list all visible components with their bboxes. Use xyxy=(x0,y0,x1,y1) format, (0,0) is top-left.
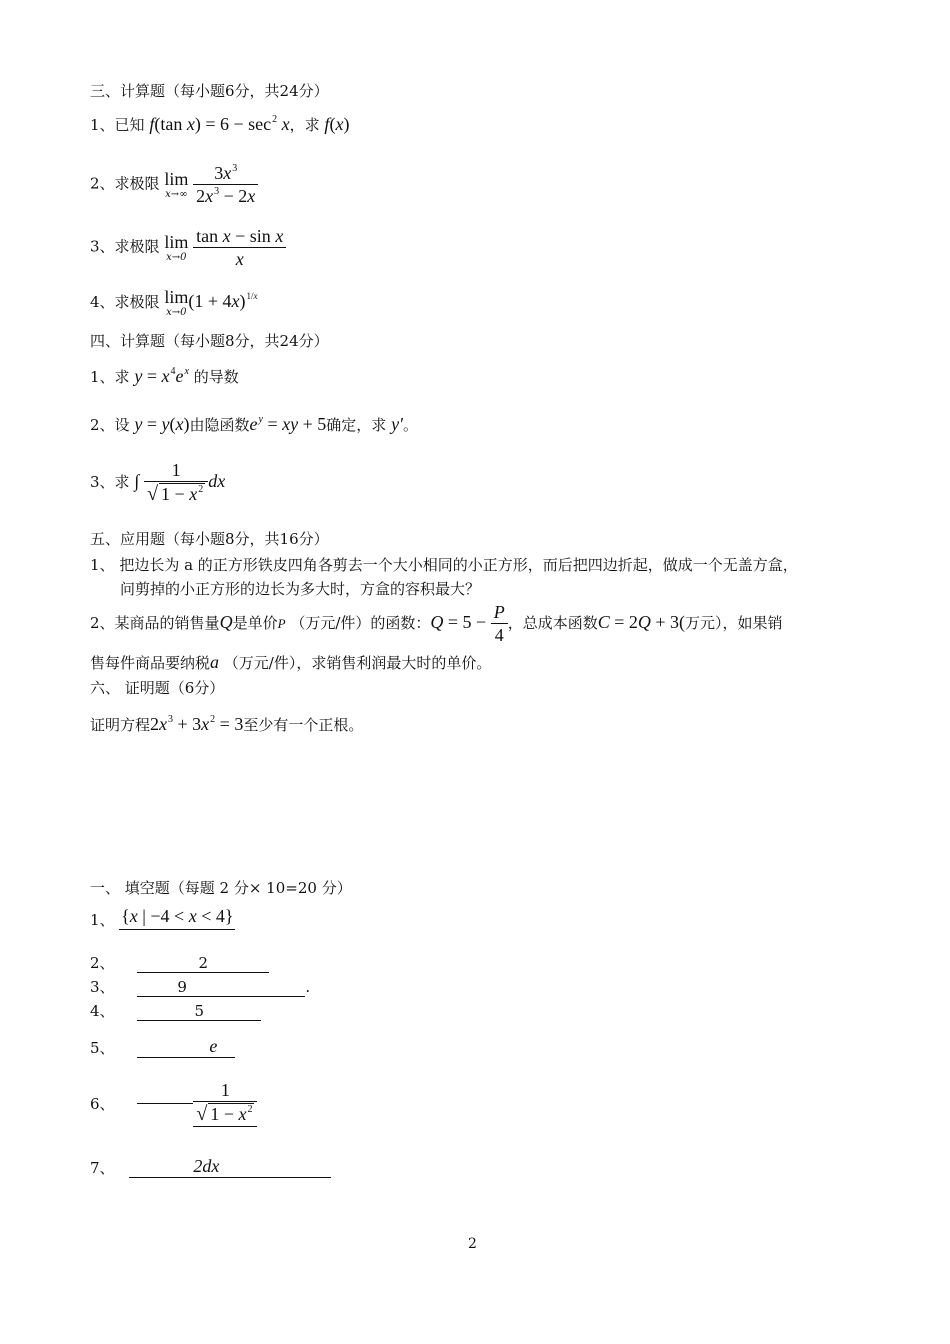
s4-q1-num: 1、 xyxy=(90,368,115,386)
s3-q4-lim: lim x→0 xyxy=(164,287,189,318)
answer-5-num: 5、 xyxy=(90,1039,115,1057)
s3-q1-ask: ，求 xyxy=(289,116,320,134)
section5-title: 五、应用题（每小题8分，共16分） xyxy=(90,530,329,548)
answer-6-fraction: $\frac{1}{√ 1 - x^2}$ xyxy=(193,1080,257,1127)
s4-q2-num: 2、 xyxy=(90,416,115,434)
s6-tail: 至少有一个正根。 xyxy=(243,716,364,734)
section6-title: 六、 证明题（6分） xyxy=(90,679,225,697)
s3-q2-lim: lim x→∞ xyxy=(164,168,189,200)
s5-q2-num: 2、 xyxy=(90,613,115,632)
s3-q1-num: 1、 xyxy=(90,116,115,134)
answer-1-blank: {x | −4 < x < 4} xyxy=(119,906,235,930)
s3-question-4 xyxy=(90,288,258,318)
s3-q1-formula: f(tan $x) = 6 - \sec^2 x$ xyxy=(149,114,290,134)
s5-q2-a: 某商品的销售量 xyxy=(114,613,220,632)
s4-question-3 xyxy=(90,460,225,506)
s3-q4-formula: $(1 + 4x)^{1/x}$ xyxy=(188,291,258,311)
answer-6 xyxy=(90,1080,257,1127)
answer-4 xyxy=(90,1000,261,1021)
s4-q2-mid: 由隐函数 xyxy=(189,416,250,434)
answer-6-blank-line xyxy=(137,1103,193,1104)
s5-q1-line2: 问剪掉的小正方形的边长为多大时，方盒的容积最大？ xyxy=(120,580,481,598)
s5-q2-c: （万元/件）的函数： xyxy=(290,613,431,632)
answer-7-value: 2dx xyxy=(189,1156,223,1178)
s5-q2-line2a: 售每件商品要纳税 xyxy=(90,654,211,672)
s3-q3-num: 3、 xyxy=(90,237,115,256)
s4-q1-tail: 的导数 xyxy=(193,368,239,386)
answer-7-blank-left xyxy=(129,1177,189,1178)
s3-q2-text: 求极限 xyxy=(114,174,160,193)
answer-3-value: 9 xyxy=(177,978,187,996)
answer-7-blank-right xyxy=(223,1177,331,1178)
s3-q2-num: 2、 xyxy=(90,174,115,193)
s3-question-2 xyxy=(90,163,258,206)
s6-statement xyxy=(90,714,363,735)
answer-6-num: 6、 xyxy=(90,1094,115,1113)
answer-7 xyxy=(90,1156,331,1178)
answer-2-num: 2、 xyxy=(90,954,115,972)
answers-title: 一、 填空题（每题 2 分× 10=20 分） xyxy=(90,879,352,897)
s3-question-1 xyxy=(90,114,349,135)
section4-title: 四、计算题（每小题8分，共24分） xyxy=(90,332,329,350)
s3-q3-lim: lim x→0 xyxy=(164,231,189,263)
s4-q2-func: y = y(x) xyxy=(134,414,190,434)
answer-4-blank: 5 xyxy=(137,1002,261,1021)
section3-title: 三、计算题（每小题6分，共24分） xyxy=(90,82,329,100)
s6-equation: $2x^3 + 3x^2 = 3$ xyxy=(150,714,244,734)
s6-text: 证明方程 xyxy=(90,716,151,734)
answer-3-blank xyxy=(137,978,305,997)
answer-4-num: 4、 xyxy=(90,1002,115,1020)
s5-q1-line1: 把边长为 a 的正方形铁皮四角各剪去一个大小相同的小正方形，而后把四边折起，做成一个无盖方盒， xyxy=(119,556,798,574)
s3-q3-text: 求极限 xyxy=(114,237,160,256)
answer-3-tail: . xyxy=(305,978,311,996)
s5-q2-a-var: a xyxy=(210,652,220,672)
s5-q2-cost: C = 2Q + 3( xyxy=(597,611,686,632)
s4-q3-fraction: $\frac{1}{√ 1 - x^2}$ xyxy=(144,460,208,506)
s4-q2-end: 。 xyxy=(403,416,419,434)
s4-q2-text: 设 xyxy=(114,416,130,434)
s4-q2-target: y′ xyxy=(391,414,403,434)
s3-q2-fraction: $\frac{3x^3}{2x^3 - 2x}$ xyxy=(193,163,258,206)
s3-q4-text: 求极限 xyxy=(114,293,160,311)
answer-3-num: 3、 xyxy=(90,978,115,996)
answer-3 xyxy=(90,976,310,997)
s5-q2-Q: Q xyxy=(219,611,233,632)
s4-q3-dx: dx xyxy=(208,470,226,491)
answer-1-num: 1、 xyxy=(90,911,115,929)
s4-q3-num: 3、 xyxy=(90,472,115,491)
s4-q2-implicit: $e^y$ = xy + 5 xyxy=(249,414,327,434)
s3-q1-target: f(x) xyxy=(324,114,350,134)
answer-1 xyxy=(90,906,235,930)
s5-question-2-line1 xyxy=(90,602,783,645)
s4-q1-text: 求 xyxy=(114,368,130,386)
page-number: 2 xyxy=(468,1236,477,1252)
s5-q2-d: ，总成本函数 xyxy=(507,613,598,632)
s5-q2-demand: Q = 5 − $\frac{P}{4}$ xyxy=(430,612,507,632)
s5-question-2-line2 xyxy=(90,652,491,673)
s3-q4-num: 4、 xyxy=(90,293,115,311)
s5-q2-b: 是单价 xyxy=(232,613,278,632)
s5-q2-P: P xyxy=(277,615,286,631)
s4-question-1 xyxy=(90,366,239,387)
answer-7-num: 7、 xyxy=(90,1159,115,1177)
integral-sign: ∫ xyxy=(134,470,140,491)
s5-question-1-line1 xyxy=(90,554,798,575)
s4-q1-formula: $y = x^4e^x$ xyxy=(134,366,189,386)
s4-q2-tail: 确定，求 xyxy=(326,416,387,434)
answer-2-blank: 2 xyxy=(137,954,269,973)
s4-question-2 xyxy=(90,414,418,435)
s5-q2-line2b: （万元/件），求销售利润最大时的单价。 xyxy=(223,654,492,672)
s3-q1-text: 已知 xyxy=(114,116,145,134)
s4-q3-text: 求 xyxy=(114,472,130,491)
s5-q1-num: 1、 xyxy=(90,556,115,574)
s5-q2-e: 万元），如果销 xyxy=(685,613,783,632)
answer-2 xyxy=(90,952,269,973)
s3-question-3 xyxy=(90,226,286,269)
answer-5-blank: e xyxy=(137,1036,235,1058)
s3-q3-fraction: $\frac{\text{tan x − sin x}}{x}$ xyxy=(193,226,286,269)
answer-5 xyxy=(90,1036,235,1058)
